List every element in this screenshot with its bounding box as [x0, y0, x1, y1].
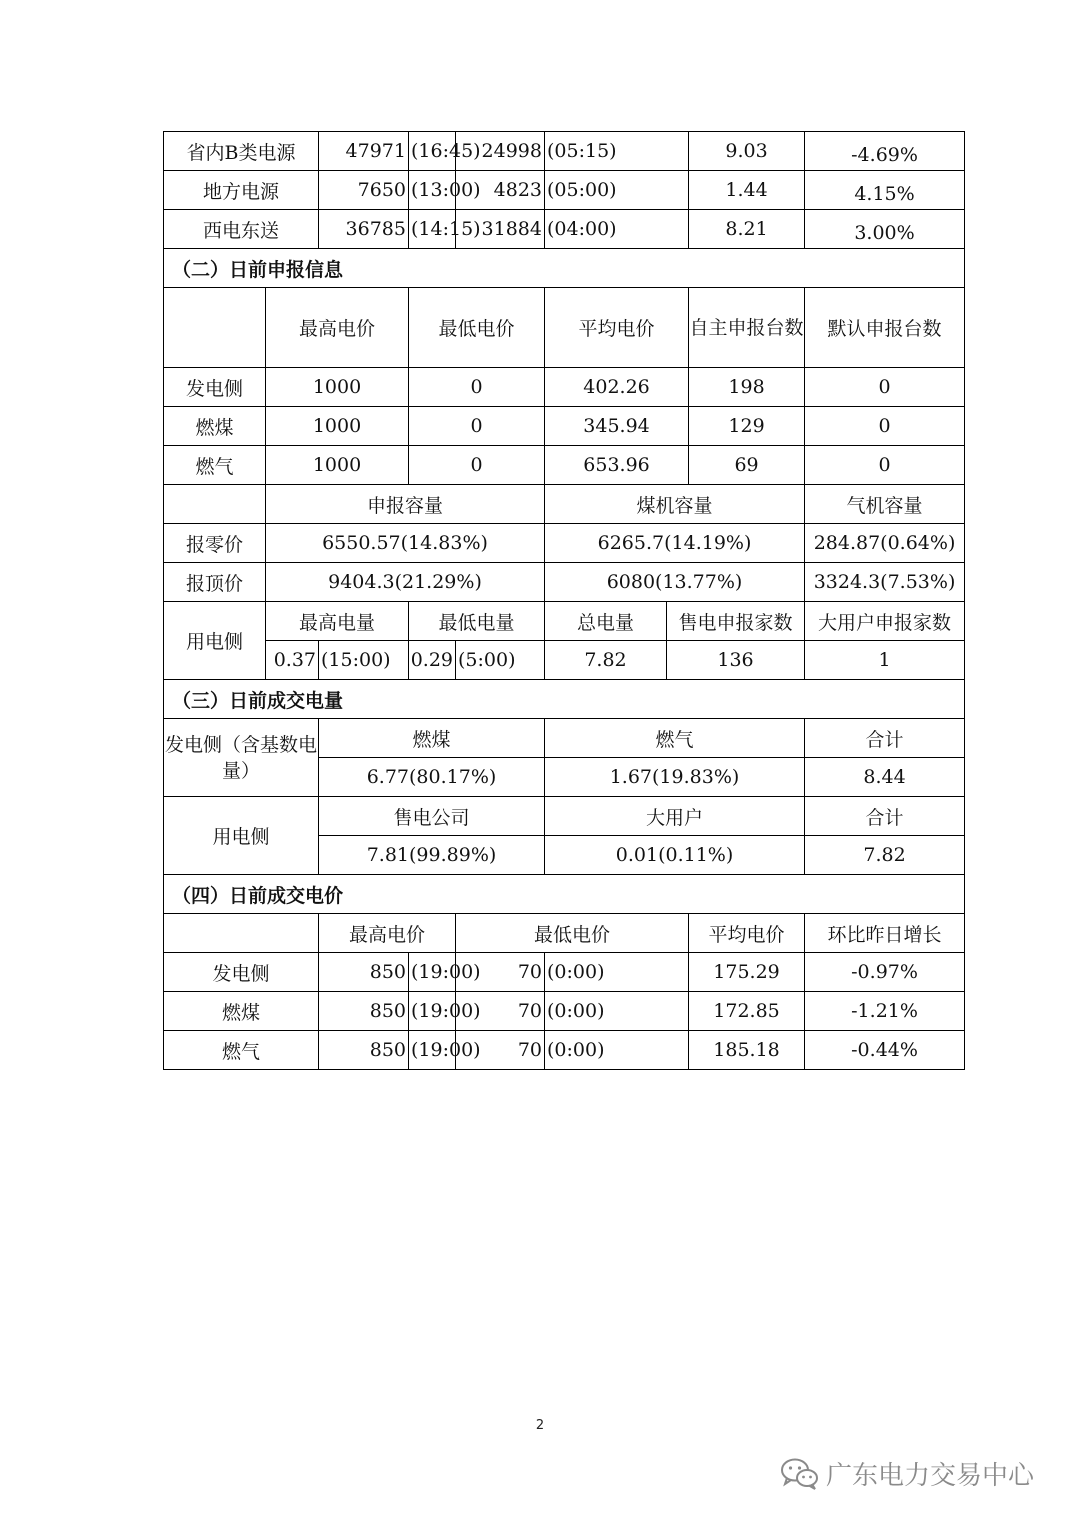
col-header-declared-capacity: 申报容量 [266, 485, 545, 524]
row-label: 燃煤 [164, 992, 319, 1031]
max-load-time: (13:00) [409, 171, 456, 210]
col-header-total: 合计 [805, 797, 965, 836]
section-header-row [164, 249, 965, 288]
row-label: 发电侧 [164, 953, 319, 992]
min-load-time: (04:00) [545, 210, 689, 249]
user-side-label: 用电侧 [164, 602, 266, 680]
retail-count: 136 [667, 641, 805, 680]
col-header-min-energy: 最低电量 [409, 602, 545, 641]
min-load-value: 4823 [456, 171, 545, 210]
empty-corner-cell [164, 485, 266, 524]
daily-change: -0.97% [805, 953, 965, 992]
min-price: 0 [409, 368, 545, 407]
section-header-row [164, 680, 965, 719]
max-load-value: 7650 [319, 171, 409, 210]
col-header-avg-price: 平均电价 [545, 288, 689, 368]
max-price: 1000 [266, 407, 409, 446]
min-load-value: 31884 [456, 210, 545, 249]
coal-capacity: 6080(13.77%) [545, 563, 805, 602]
max-load-value: 36785 [319, 210, 409, 249]
min-price-value: 70 [456, 1031, 545, 1070]
table-row [164, 368, 965, 407]
max-energy-value: 0.37 [266, 641, 319, 680]
col-header-max-energy: 最高电量 [266, 602, 409, 641]
col-header-min-price: 最低电价 [456, 914, 689, 953]
watermark [780, 1455, 1034, 1492]
max-price: 1000 [266, 446, 409, 485]
empty-corner-cell [164, 288, 266, 368]
table-header-row [164, 288, 965, 368]
col-header-large-user-count: 大用户申报家数 [805, 602, 965, 641]
energy-value: 9.03 [689, 132, 805, 171]
watermark-text: 广东电力交易中心 [826, 1461, 1035, 1491]
source-name: 地方电源 [164, 171, 319, 210]
avg-price: 402.26 [545, 368, 689, 407]
min-price: 0 [409, 446, 545, 485]
min-price: 0 [409, 407, 545, 446]
min-price-time: (0:00) [545, 1031, 689, 1070]
col-header-avg-price: 平均电价 [689, 914, 805, 953]
default-declared-count: 0 [805, 368, 965, 407]
row-label: 报顶价 [164, 563, 266, 602]
energy-value: 8.21 [689, 210, 805, 249]
col-header-gas-capacity: 气机容量 [805, 485, 965, 524]
default-declared-count: 0 [805, 446, 965, 485]
gas-energy: 1.67(19.83%) [545, 758, 805, 797]
change-value: -4.69% [805, 132, 965, 171]
avg-price: 175.29 [689, 953, 805, 992]
min-load-time: (05:00) [545, 171, 689, 210]
table-header-row [164, 719, 965, 758]
retail-energy: 7.81(99.89%) [319, 836, 545, 875]
self-declared-count: 69 [689, 446, 805, 485]
table-header-row [164, 914, 965, 953]
col-header-default-declared: 默认申报台数 [805, 288, 965, 368]
table-row [164, 132, 965, 171]
min-energy-value: 0.29 [409, 641, 456, 680]
min-price-value: 70 [456, 953, 545, 992]
table-header-row [164, 602, 965, 641]
max-price-time: (19:00) [409, 992, 456, 1031]
coal-capacity: 6265.7(14.19%) [545, 524, 805, 563]
max-load-time: (16:45) [409, 132, 456, 171]
section-header-row [164, 875, 965, 914]
row-label: 燃气 [164, 1031, 319, 1070]
market-report-table [163, 131, 965, 1070]
declared-capacity: 9404.3(21.29%) [266, 563, 545, 602]
section-title-traded-price: （四）日前成交电价 [164, 875, 965, 914]
col-header-max-price: 最高电价 [266, 288, 409, 368]
avg-price: 172.85 [689, 992, 805, 1031]
table-row [164, 524, 965, 563]
table-row [164, 446, 965, 485]
avg-price: 345.94 [545, 407, 689, 446]
coal-energy: 6.77(80.17%) [319, 758, 545, 797]
row-label: 燃煤 [164, 407, 266, 446]
col-header-coal-capacity: 煤机容量 [545, 485, 805, 524]
user-side-label: 用电侧 [164, 797, 319, 875]
declared-capacity: 6550.57(14.83%) [266, 524, 545, 563]
total-energy: 8.44 [805, 758, 965, 797]
table-row [164, 953, 965, 992]
col-header-total: 合计 [805, 719, 965, 758]
max-price: 1000 [266, 368, 409, 407]
table-row [164, 1031, 965, 1070]
self-declared-count: 198 [689, 368, 805, 407]
table-row [164, 641, 965, 680]
default-declared-count: 0 [805, 407, 965, 446]
change-value: 4.15% [805, 171, 965, 210]
col-header-self-declared: 自主申报台数 [689, 288, 805, 368]
max-load-value: 47971 [319, 132, 409, 171]
col-header-gas: 燃气 [545, 719, 805, 758]
max-load-time: (14:15) [409, 210, 456, 249]
col-header-min-price: 最低电价 [409, 288, 545, 368]
avg-price: 185.18 [689, 1031, 805, 1070]
daily-change: -1.21% [805, 992, 965, 1031]
max-price-time: (19:00) [409, 953, 456, 992]
table-header-row [164, 797, 965, 836]
col-header-large-user: 大用户 [545, 797, 805, 836]
row-label: 燃气 [164, 446, 266, 485]
large-user-count: 1 [805, 641, 965, 680]
section-title-traded-energy: （三）日前成交电量 [164, 680, 965, 719]
row-label: 发电侧 [164, 368, 266, 407]
gas-capacity: 284.87(0.64%) [805, 524, 965, 563]
total-energy: 7.82 [805, 836, 965, 875]
gen-side-label: 发电侧（含基数电量） [164, 719, 319, 797]
table-row [164, 992, 965, 1031]
col-header-daily-change: 环比昨日增长 [805, 914, 965, 953]
self-declared-count: 129 [689, 407, 805, 446]
wechat-icon [780, 1457, 820, 1491]
max-price-value: 850 [319, 953, 409, 992]
max-price-value: 850 [319, 1031, 409, 1070]
large-user-energy: 0.01(0.11%) [545, 836, 805, 875]
total-energy: 7.82 [545, 641, 667, 680]
table-row [164, 563, 965, 602]
avg-price: 653.96 [545, 446, 689, 485]
source-name: 西电东送 [164, 210, 319, 249]
col-header-total-energy: 总电量 [545, 602, 667, 641]
page-number: 2 [535, 1418, 545, 1433]
col-header-retail-company: 售电公司 [319, 797, 545, 836]
table-row [164, 171, 965, 210]
source-name: 省内B类电源 [164, 132, 319, 171]
min-price-time: (0:00) [545, 953, 689, 992]
max-energy-time: (15:00) [319, 641, 409, 680]
col-header-coal: 燃煤 [319, 719, 545, 758]
row-label: 报零价 [164, 524, 266, 563]
table-row [164, 210, 965, 249]
col-header-retail-count: 售电申报家数 [667, 602, 805, 641]
min-load-value: 24998 [456, 132, 545, 171]
min-load-time: (05:15) [545, 132, 689, 171]
col-header-max-price: 最高电价 [319, 914, 456, 953]
energy-value: 1.44 [689, 171, 805, 210]
daily-change: -0.44% [805, 1031, 965, 1070]
gas-capacity: 3324.3(7.53%) [805, 563, 965, 602]
empty-corner-cell [164, 914, 319, 953]
section-title-declaration: （二）日前申报信息 [164, 249, 965, 288]
max-price-value: 850 [319, 992, 409, 1031]
change-value: 3.00% [805, 210, 965, 249]
table-header-row [164, 485, 965, 524]
min-energy-time: (5:00) [456, 641, 545, 680]
min-price-time: (0:00) [545, 992, 689, 1031]
table-row [164, 407, 965, 446]
max-price-time: (19:00) [409, 1031, 456, 1070]
min-price-value: 70 [456, 992, 545, 1031]
